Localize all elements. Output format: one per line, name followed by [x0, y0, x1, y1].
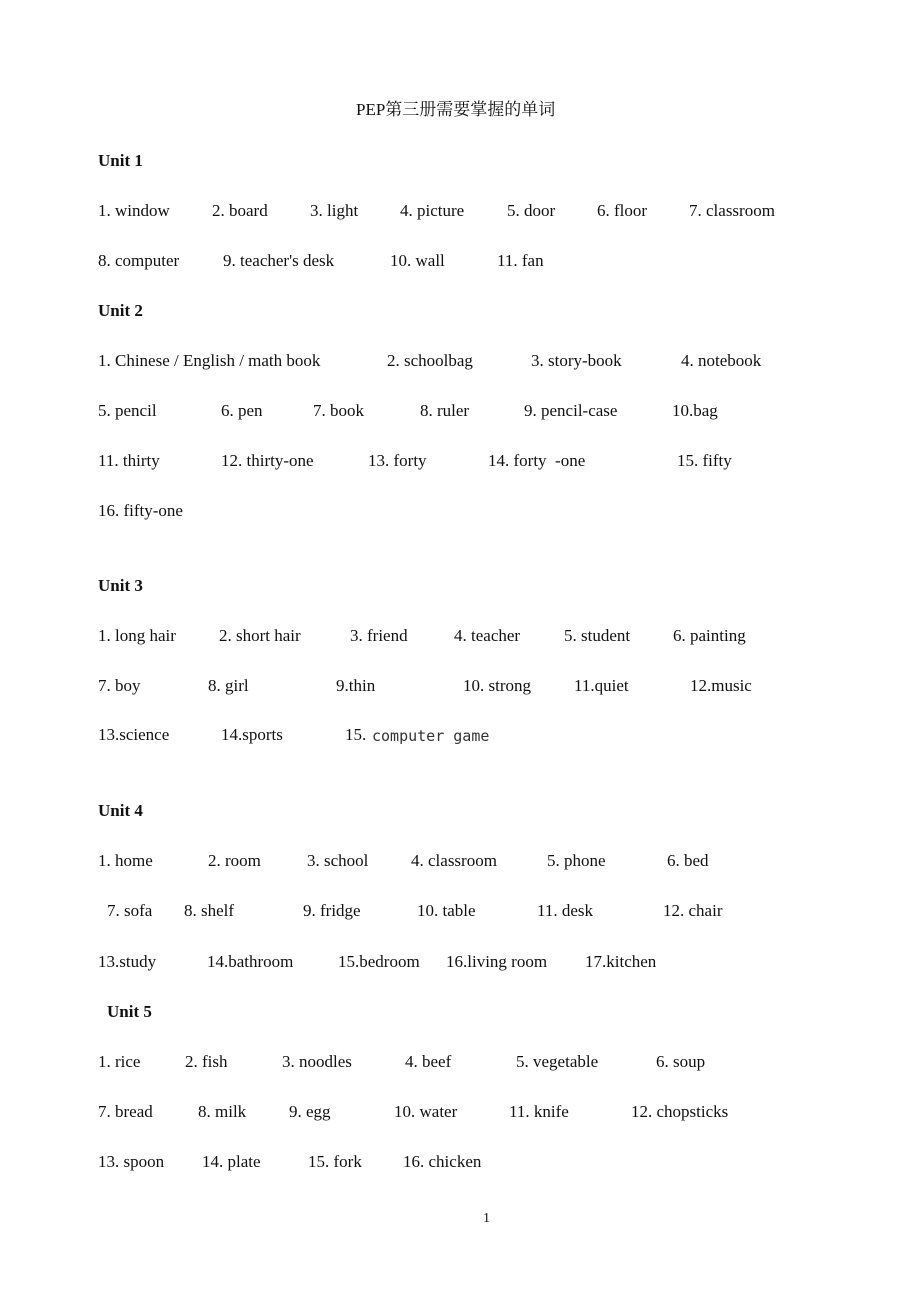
- word-item: 6. soup: [656, 1052, 706, 1071]
- word-item: 6. pen: [221, 401, 263, 420]
- word-item: 16. fifty-one: [98, 501, 183, 520]
- word-item: 9. egg: [289, 1102, 331, 1121]
- word-item: 8. shelf: [184, 901, 235, 920]
- word-item: 5. door: [507, 201, 556, 220]
- word-item: 15. fork: [308, 1152, 362, 1171]
- word-item: 1. window: [98, 201, 170, 220]
- word-item: 9. pencil-case: [524, 401, 618, 420]
- word-item: 5. vegetable: [516, 1052, 599, 1071]
- word-item: 5. phone: [547, 851, 606, 870]
- word-item: 15. fifty: [677, 451, 732, 470]
- word-item: 6. painting: [673, 626, 746, 645]
- unit-heading: Unit 1: [98, 151, 143, 170]
- word-item: 16.living room: [446, 952, 548, 971]
- word-item: 1. Chinese / English / math book: [98, 351, 321, 370]
- word-item: 7. bread: [98, 1102, 153, 1121]
- word-item: 2. schoolbag: [387, 351, 473, 370]
- word-item: 3. story-book: [531, 351, 622, 370]
- word-item: 8. girl: [208, 676, 249, 695]
- word-item: 6. floor: [597, 201, 648, 220]
- unit-heading: Unit 4: [98, 801, 143, 820]
- word-item: 12.music: [690, 676, 752, 695]
- word-item: 5. student: [564, 626, 631, 645]
- word-item: 9. fridge: [303, 901, 361, 920]
- word-item: 1. rice: [98, 1052, 141, 1071]
- word-item: 2. room: [208, 851, 261, 870]
- word-item: 10. table: [417, 901, 476, 920]
- word-item: 1. home: [98, 851, 153, 870]
- word-item: 8. ruler: [420, 401, 470, 420]
- word-item: 3. light: [310, 201, 359, 220]
- word-item: 9.thin: [336, 676, 376, 695]
- word-item: 11. fan: [497, 251, 544, 270]
- word-item: 13.science: [98, 725, 170, 744]
- word-item: 2. board: [212, 201, 268, 220]
- word-item: 13. spoon: [98, 1152, 165, 1171]
- word-item: 10. wall: [390, 251, 445, 270]
- word-item: 11. knife: [509, 1102, 569, 1121]
- word-item: 4. classroom: [411, 851, 497, 870]
- word-item: 3. school: [307, 851, 369, 870]
- word-item: 15.: [345, 725, 367, 744]
- word-item: 8. computer: [98, 251, 180, 270]
- word-item: 12. chopsticks: [631, 1102, 729, 1121]
- unit-heading: Unit 2: [98, 301, 143, 320]
- word-item: 7. classroom: [689, 201, 775, 220]
- word-item: 4. teacher: [454, 626, 521, 645]
- word-item: 7. book: [313, 401, 364, 420]
- word-item: 4. notebook: [681, 351, 762, 370]
- word-item: 11. desk: [537, 901, 594, 920]
- word-item: 14. plate: [202, 1152, 261, 1171]
- word-item: 14. forty -one: [488, 451, 586, 470]
- word-item: 3. noodles: [282, 1052, 352, 1071]
- word-item: 8. milk: [198, 1102, 247, 1121]
- word-item: 2. short hair: [219, 626, 301, 645]
- word-item: 3. friend: [350, 626, 408, 645]
- word-item: 14.bathroom: [207, 952, 294, 971]
- word-item: 17.kitchen: [585, 952, 657, 971]
- word-item: 10. water: [394, 1102, 458, 1121]
- word-item: 11. thirty: [98, 451, 160, 470]
- word-item: 14.sports: [221, 725, 283, 744]
- word-item: 7. boy: [98, 676, 141, 695]
- word-item: 12. chair: [663, 901, 723, 920]
- document-title: PEP第三册需要掌握的单词: [356, 100, 556, 119]
- word-item: computer game: [372, 727, 490, 745]
- unit-heading: Unit 5: [107, 1002, 152, 1021]
- word-item: 11.quiet: [574, 676, 629, 695]
- word-item: 4. picture: [400, 201, 465, 220]
- word-item: 1. long hair: [98, 626, 176, 645]
- word-item: 6. bed: [667, 851, 709, 870]
- word-item: 9. teacher's desk: [223, 251, 335, 270]
- word-item: 16. chicken: [403, 1152, 482, 1171]
- word-item: 10. strong: [463, 676, 531, 695]
- word-item: 2. fish: [185, 1052, 228, 1071]
- word-item: 7. sofa: [107, 901, 153, 920]
- page-number: 1: [483, 1211, 490, 1226]
- word-item: 5. pencil: [98, 401, 157, 420]
- word-item: 15.bedroom: [338, 952, 420, 971]
- word-item: 13.study: [98, 952, 157, 971]
- word-item: 10.bag: [672, 401, 718, 420]
- unit-heading: Unit 3: [98, 576, 143, 595]
- word-item: 12. thirty-one: [221, 451, 314, 470]
- word-item: 13. forty: [368, 451, 427, 470]
- word-item: 4. beef: [405, 1052, 452, 1071]
